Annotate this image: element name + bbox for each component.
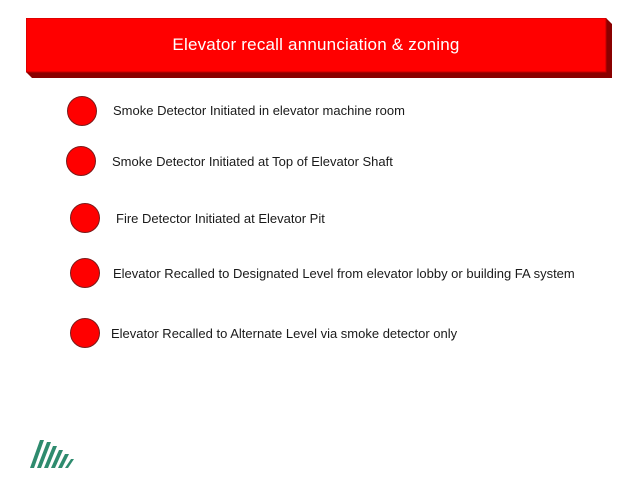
legend-label: Elevator Recalled to Designated Level from elevator lobby or building FA system bbox=[113, 266, 575, 281]
legend-label: Elevator Recalled to Alternate Level via smoke detector only bbox=[111, 326, 458, 341]
company-logo-icon bbox=[30, 434, 80, 475]
legend-label: Smoke Detector Initiated in elevator machine room bbox=[113, 103, 405, 118]
legend-label: Fire Detector Initiated at Elevator Pit bbox=[116, 211, 325, 226]
banner-title: Elevator recall annunciation & zoning bbox=[172, 35, 460, 54]
red-indicator-icon bbox=[66, 146, 96, 176]
red-indicator-icon bbox=[67, 96, 97, 126]
red-indicator-icon bbox=[70, 318, 100, 348]
legend-label: Smoke Detector Initiated at Top of Elevator Shaft bbox=[112, 154, 393, 169]
red-indicator-icon bbox=[70, 258, 100, 288]
title-banner bbox=[26, 18, 612, 78]
red-indicator-icon bbox=[70, 203, 100, 233]
